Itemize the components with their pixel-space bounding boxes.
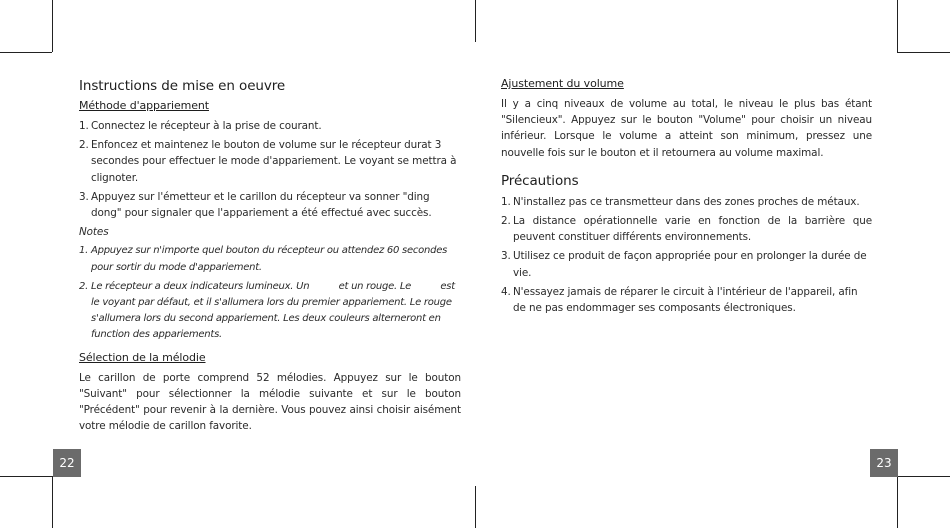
melody-heading: Sélection de la mélodie — [79, 350, 206, 364]
precaution-text: N'essayez jamais de réparer le circuit à l'intérieur de l'appareil, afin de ne pas endommager ses composants électroniques. — [513, 285, 858, 315]
note-text: Appuyez sur n'importe quel bouton du récepteur ou attendez 60 secondes pour sortir du mode d'appariement. — [91, 245, 448, 273]
note-number: 2. — [79, 280, 89, 292]
precaution-number: 3. — [501, 250, 511, 263]
step-text: Enfoncez et maintenez le bouton de volume sur le récepteur durat 3 secondes pour effectuer le mode d'appariement. Le voyant se mettra à clignoter. — [91, 139, 457, 184]
melody-paragraph: Le carillon de porte comprend 52 mélodies. Appuyez sur le bouton "Suivant" pour sélectionner la mélodie suivante et sur le bouton "Précédent" pour revenir à la dernière. Vous pouvez ainsi choisir aisément votre mélodie de carillon favorite. — [79, 371, 461, 433]
page-title: Instructions de mise en oeuvre — [79, 78, 286, 94]
precaution-text: Utilisez ce produit de façon appropriée pour en prolonger la durée de vie. — [513, 250, 867, 279]
pairing-step — [79, 118, 461, 134]
step-text: Connectez le récepteur à la prise de courant. — [91, 120, 322, 132]
note-number: 1. — [79, 245, 89, 257]
note-item — [79, 279, 461, 344]
crop-mark-bottom-center — [475, 486, 476, 528]
precaution-number: 4. — [501, 285, 511, 298]
precaution-item — [501, 284, 872, 316]
step-number: 1. — [79, 120, 89, 132]
precautions-heading: Précautions — [501, 172, 579, 189]
pairing-heading: Méthode d'appariement — [79, 99, 209, 112]
left-page — [79, 76, 461, 442]
note-item — [79, 243, 461, 275]
crop-mark-top-right-v — [897, 0, 898, 52]
notes-label: Notes — [79, 226, 109, 239]
crop-mark-bottom-left-v — [52, 476, 53, 528]
precaution-text: N'installez pas ce transmetteur dans des zones proches de métaux. — [513, 195, 860, 208]
precaution-text: La distance opérationnelle varie en fonction de la barrière que peuvent constituer différents environnements. — [513, 215, 872, 244]
precaution-item — [501, 194, 872, 210]
pairing-step — [79, 189, 461, 221]
right-page — [501, 76, 872, 319]
crop-mark-bottom-left-h — [0, 476, 52, 477]
step-number: 2. — [79, 139, 89, 152]
page-number-right: 23 — [870, 449, 898, 477]
crop-mark-top-center — [475, 0, 476, 42]
precaution-number: 2. — [501, 215, 511, 228]
crop-mark-bottom-right-h — [897, 476, 950, 477]
volume-heading: Ajustement du volume — [501, 77, 624, 90]
precaution-item — [501, 213, 872, 245]
crop-mark-top-left-v — [52, 0, 53, 52]
step-number: 3. — [79, 190, 89, 203]
precaution-item — [501, 248, 872, 280]
note-text: Le récepteur a deux indicateurs lumineux. Un et un rouge. Le est le voyant par défaut, et il s'allumera lors du premier appariement. Le rouge s'allumera lors du second appariement. Les deux couleurs alterneront en function des appariements. — [91, 280, 458, 341]
step-text: Appuyez sur l'émetteur et le carillon du récepteur va sonner "ding dong" pour signaler que l'appariement a été effectué avec succès. — [91, 190, 432, 220]
page-number-left: 22 — [53, 449, 81, 477]
crop-mark-top-left-h — [0, 52, 52, 53]
crop-mark-bottom-right-v — [897, 476, 898, 528]
crop-mark-top-right-h — [897, 52, 950, 53]
precaution-number: 1. — [501, 195, 511, 208]
pairing-step — [79, 137, 461, 186]
volume-paragraph: Il y a cinq niveaux de volume au total, le niveau le plus bas étant "Silencieux". Appuyez sur le bouton "Volume" pour choisir un niveau inférieur. Lorsque le volume a atteint son minimum, pressez une nouvelle fois sur le bouton et il retournera au volume maximal. — [501, 98, 872, 159]
